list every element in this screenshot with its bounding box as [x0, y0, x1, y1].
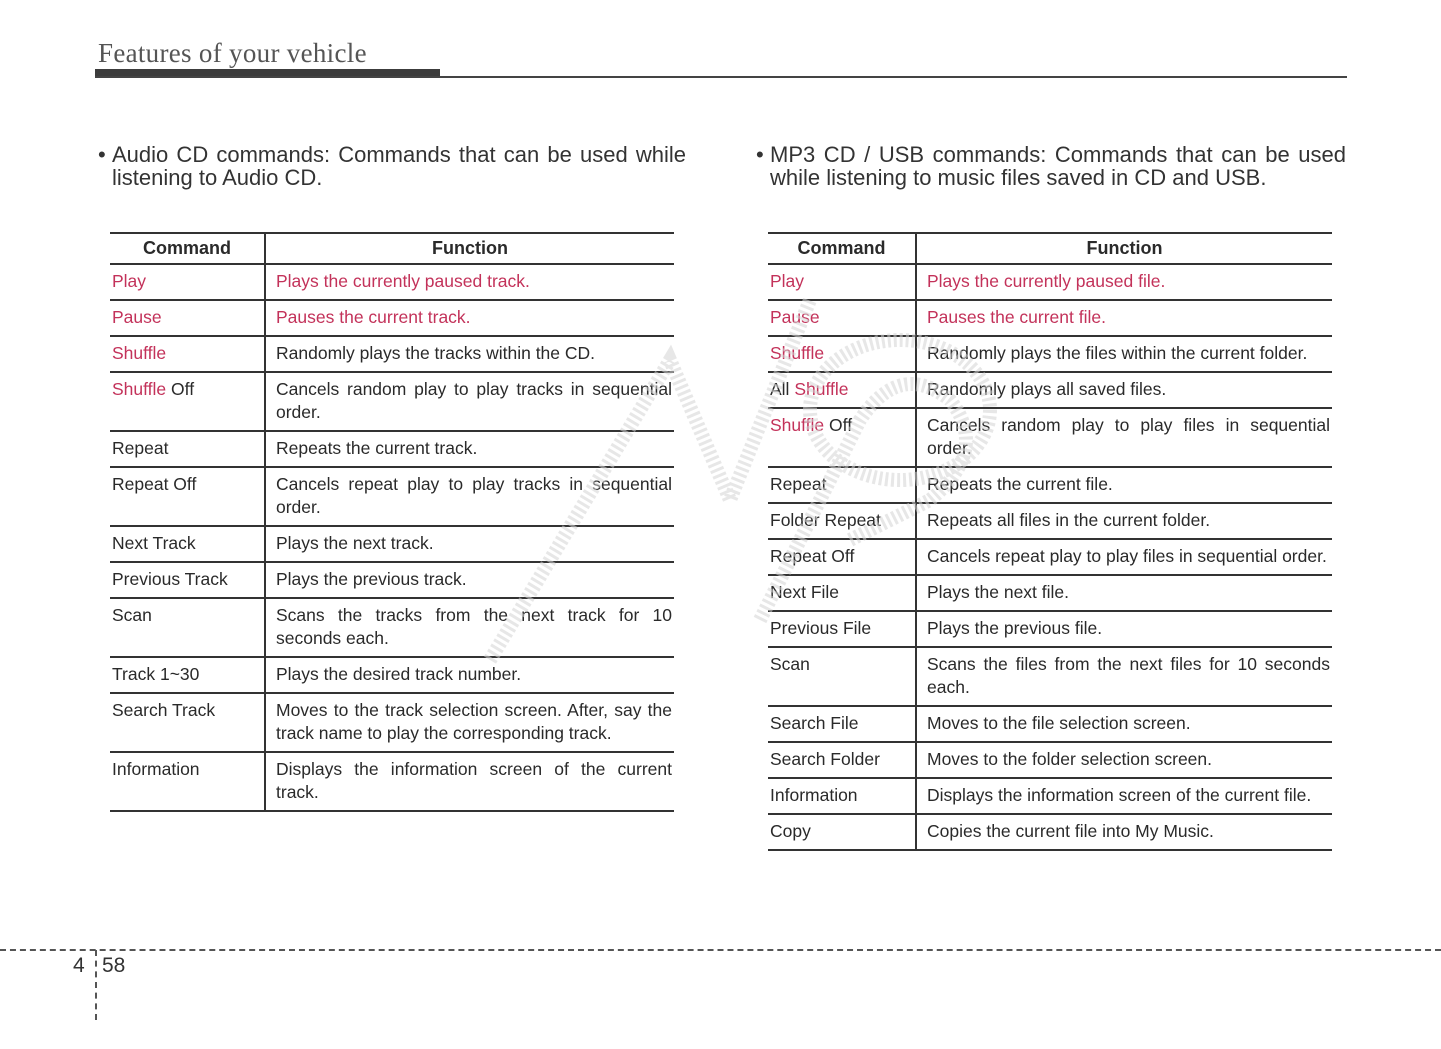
- audio-cd-intro-text: Audio CD commands: Commands that can be used while listening to Audio CD.: [112, 142, 686, 190]
- mp3-usb-command-table: [768, 232, 1332, 851]
- command-suffix: Repeat: [770, 474, 827, 494]
- table-row: [110, 300, 674, 336]
- command-cell: [768, 336, 916, 372]
- command-highlight: Shuffle: [794, 379, 849, 399]
- function-cell: Plays the desired track number.: [265, 657, 674, 693]
- command-cell: [110, 431, 265, 467]
- function-cell: Pauses the current file.: [916, 300, 1332, 336]
- table-row: [768, 264, 1332, 300]
- table-row: [110, 526, 674, 562]
- chapter-number: 4: [73, 954, 85, 977]
- command-cell: [110, 657, 265, 693]
- table-row: [768, 742, 1332, 778]
- command-suffix: Search Track: [112, 700, 216, 720]
- command-cell: [768, 300, 916, 336]
- command-highlight: Pause: [770, 307, 820, 327]
- command-cell: [768, 647, 916, 706]
- function-cell: Plays the previous track.: [265, 562, 674, 598]
- command-suffix: Repeat Off: [112, 474, 197, 494]
- command-cell: [768, 408, 916, 467]
- command-cell: [768, 742, 916, 778]
- function-cell: Moves to the track selection screen. After, say the track name to play the corresponding track.: [265, 693, 674, 752]
- table-row: [110, 431, 674, 467]
- command-highlight: Play: [770, 271, 805, 291]
- command-column-header: Command: [110, 233, 265, 264]
- table-row: [768, 611, 1332, 647]
- command-highlight: Play: [112, 271, 147, 291]
- function-cell: Plays the currently paused track.: [265, 264, 674, 300]
- function-cell: Repeats the current file.: [916, 467, 1332, 503]
- table-row: [768, 706, 1332, 742]
- command-suffix: Search Folder: [770, 749, 880, 769]
- footer-divider: [95, 950, 97, 1020]
- command-cell: [110, 598, 265, 657]
- command-cell: [110, 693, 265, 752]
- table-row: [768, 467, 1332, 503]
- audio-cd-command-table: [110, 232, 674, 812]
- table-row: [768, 503, 1332, 539]
- command-suffix: Off: [166, 379, 195, 399]
- table-row: [110, 336, 674, 372]
- command-cell: [110, 752, 265, 811]
- function-cell: Moves to the file selection screen.: [916, 706, 1332, 742]
- function-column-header: Function: [916, 233, 1332, 264]
- command-cell: [768, 611, 916, 647]
- command-suffix: Folder Repeat: [770, 510, 881, 530]
- function-cell: Randomly plays the tracks within the CD.: [265, 336, 674, 372]
- command-suffix: Search File: [770, 713, 859, 733]
- footer-rule: [0, 949, 1441, 951]
- command-cell: [768, 706, 916, 742]
- command-suffix: Scan: [112, 605, 152, 625]
- function-cell: Plays the next track.: [265, 526, 674, 562]
- command-cell: [768, 539, 916, 575]
- table-row: [768, 575, 1332, 611]
- command-cell: [768, 814, 916, 850]
- command-suffix: Next File: [770, 582, 840, 602]
- function-cell: Randomly plays the files within the current folder.: [916, 336, 1332, 372]
- command-suffix: Next Track: [112, 533, 196, 553]
- function-cell: Pauses the current track.: [265, 300, 674, 336]
- function-cell: Cancels random play to play tracks in sequential order.: [265, 372, 674, 431]
- page-number: 58: [102, 954, 126, 977]
- function-column-header: Function: [265, 233, 674, 264]
- command-suffix: Information: [112, 759, 200, 779]
- table-row: [768, 539, 1332, 575]
- audio-cd-intro: [98, 143, 686, 189]
- command-column-header: Command: [768, 233, 916, 264]
- function-cell: Randomly plays all saved files.: [916, 372, 1332, 408]
- function-cell: Displays the information screen of the current file.: [916, 778, 1332, 814]
- function-cell: Copies the current file into My Music.: [916, 814, 1332, 850]
- table-row: [110, 467, 674, 526]
- function-cell: Scans the tracks from the next track for 10 seconds each.: [265, 598, 674, 657]
- table-row: [110, 562, 674, 598]
- command-highlight: Pause: [112, 307, 162, 327]
- command-highlight: Shuffle: [112, 343, 167, 363]
- command-cell: [768, 503, 916, 539]
- command-cell: [768, 575, 916, 611]
- page-header-title: Features of your vehicle: [98, 38, 367, 68]
- command-cell: [768, 778, 916, 814]
- function-cell: Cancels repeat play to play tracks in sequential order.: [265, 467, 674, 526]
- command-cell: [110, 336, 265, 372]
- function-cell: Scans the files from the next files for 10 seconds each.: [916, 647, 1332, 706]
- table-header-row: [768, 233, 1332, 264]
- function-cell: Moves to the folder selection screen.: [916, 742, 1332, 778]
- mp3-usb-intro-text: MP3 CD / USB commands: Commands that can be used while listening to music files saved in CD and USB.: [770, 142, 1346, 190]
- table-header-row: [110, 233, 674, 264]
- command-highlight: Shuffle: [770, 343, 825, 363]
- command-highlight: Shuffle: [770, 415, 825, 435]
- command-suffix: Repeat Off: [770, 546, 855, 566]
- command-suffix: Copy: [770, 821, 811, 841]
- command-suffix: Repeat: [112, 438, 169, 458]
- command-suffix: Information: [770, 785, 858, 805]
- table-row: [768, 336, 1332, 372]
- command-cell: [110, 300, 265, 336]
- table-row: [110, 264, 674, 300]
- table-row: [110, 752, 674, 811]
- table-row: [768, 408, 1332, 467]
- command-cell: [110, 264, 265, 300]
- command-suffix: Scan: [770, 654, 810, 674]
- command-highlight: Shuffle: [112, 379, 167, 399]
- command-cell: [768, 372, 916, 408]
- function-cell: Displays the information screen of the current track.: [265, 752, 674, 811]
- table-row: [110, 657, 674, 693]
- command-prefix: All: [770, 379, 795, 399]
- bullet-glyph: •: [756, 142, 764, 167]
- command-cell: [110, 467, 265, 526]
- table-row: [110, 693, 674, 752]
- table-row: [768, 647, 1332, 706]
- bullet-glyph: •: [98, 142, 106, 167]
- command-cell: [110, 562, 265, 598]
- command-cell: [110, 526, 265, 562]
- function-cell: Plays the previous file.: [916, 611, 1332, 647]
- command-cell: [768, 467, 916, 503]
- command-cell: [768, 264, 916, 300]
- function-cell: Repeats all files in the current folder.: [916, 503, 1332, 539]
- function-cell: Plays the next file.: [916, 575, 1332, 611]
- table-row: [768, 778, 1332, 814]
- table-row: [768, 372, 1332, 408]
- command-suffix: Off: [824, 415, 853, 435]
- table-row: [110, 598, 674, 657]
- function-cell: Cancels repeat play to play files in sequential order.: [916, 539, 1332, 575]
- function-cell: Plays the currently paused file.: [916, 264, 1332, 300]
- command-suffix: Previous File: [770, 618, 872, 638]
- table-row: [110, 372, 674, 431]
- function-cell: Cancels random play to play files in sequential order.: [916, 408, 1332, 467]
- function-cell: Repeats the current track.: [265, 431, 674, 467]
- table-row: [768, 814, 1332, 850]
- command-cell: [110, 372, 265, 431]
- mp3-usb-intro: [756, 143, 1346, 189]
- command-suffix: Track 1~30: [112, 664, 200, 684]
- command-suffix: Previous Track: [112, 569, 228, 589]
- header-rule: [95, 76, 1347, 78]
- table-row: [768, 300, 1332, 336]
